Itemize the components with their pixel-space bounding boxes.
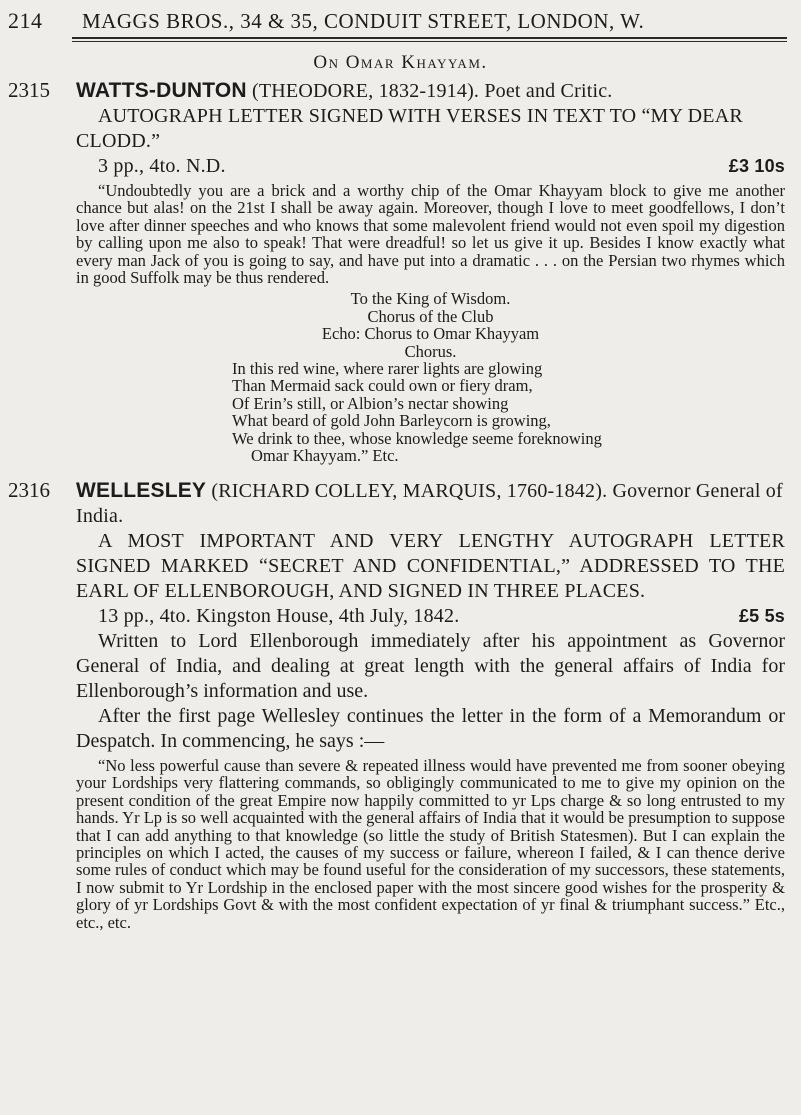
lot-number: 2315 bbox=[8, 78, 50, 102]
collation: 13 pp., 4to. Kingston House, 4th July, 1842. bbox=[98, 605, 460, 627]
author-details: (RICHARD COLLEY, MARQUIS, 1760-1842). Governor General of India. bbox=[76, 480, 783, 527]
poem-line: Chorus. bbox=[404, 341, 457, 361]
poem-line: Echo: Chorus to Omar Khayyam bbox=[321, 324, 540, 344]
description-paragraph: Written to Lord Ellenborough immediately after his appointment as Governor General of India, and dealing at great length with the general affairs of India for Ellenborough’s information and use. bbox=[76, 630, 785, 702]
poem-verse: Of Erin’s still, or Albion’s nectar showing bbox=[232, 393, 509, 413]
description-paragraph: After the first page Wellesley continues the letter in the form of a Memorandum or Despatch. In commencing, he says :— bbox=[76, 705, 785, 752]
price: £3 10s bbox=[728, 156, 785, 176]
entry-heading bbox=[76, 78, 785, 104]
entry-heading bbox=[76, 478, 785, 529]
poem-title: To the King of Wisdom. bbox=[350, 289, 511, 309]
poem-verse: What beard of gold John Barleycorn is growing, bbox=[232, 411, 551, 431]
section-title: On Omar Khayyam. bbox=[313, 52, 488, 73]
catalogue-entry bbox=[0, 478, 801, 931]
catalogue-entry bbox=[0, 78, 801, 465]
poem-verse: Omar Khayyam.” Etc. bbox=[251, 446, 399, 466]
letter-quote: “Undoubtedly you are a brick and a worthy chip of the Omar Khayyam block to give me another chance but alas! on the 21st I shall be away again. Moreover, though I love to meet goodfellows, I don’t love after dinner speeches and who knows that some malevolent friend would not even spoil my digestion by calling upon me also to speak! That were dreadful! so let us give it up. Besides I know exactly what every man Jack of you is going to say, and have put into a dramatic . . . on the Persian two rhymes which in good Suffolk may be thus rendered. bbox=[76, 181, 785, 288]
author-name: WATTS-DUNTON bbox=[76, 79, 247, 102]
running-head bbox=[8, 8, 789, 34]
author-name: WELLESLEY bbox=[76, 479, 207, 502]
collation-line bbox=[76, 154, 785, 179]
poem-verse: Than Mermaid sack could own or fiery dram, bbox=[232, 376, 533, 396]
letter-quote: “No less powerful cause than severe & repeated illness would have prevented me from sooner obeying your Lordships very flattering commands, so obligingly communicated to me to give my opinion on the present condition of the great Empire now happily committed to yr Lps charge & so long entrusted to my hands. Yr Lp is so well acquainted with the general affairs of India that it would be presumption to suppose that I can add anything to that knowledge (so little the study of British Statesmen). But I can explain the principles on which I acted, the causes of my success or failure, whereon I failed, & I can thence derive some rules of conduct which may be found useful for the consideration of my successors, these statements, I now submit to Yr Lordship in the enclosed paper with the most sincere good wishes for the prosperity & glory of yr Lordships Govt & with the most confident expectation of yr final & triumphant success.” Etc., etc., etc. bbox=[76, 756, 785, 932]
poem-verse: We drink to thee, whose knowledge seeme foreknowing bbox=[232, 428, 602, 448]
header-rule bbox=[72, 37, 787, 39]
header-rule-thin bbox=[72, 41, 787, 42]
collation-line bbox=[76, 604, 785, 629]
lot-number: 2316 bbox=[8, 478, 50, 502]
poem bbox=[76, 290, 785, 464]
publisher-address: MAGGS BROS., 34 & 35, CONDUIT STREET, LONDON, W. bbox=[82, 9, 645, 33]
poem-verse: In this red wine, where rarer lights are glowing bbox=[232, 359, 543, 379]
page-number: 214 bbox=[8, 8, 43, 33]
author-details: (THEODORE, 1832-1914). Poet and Critic. bbox=[246, 80, 613, 102]
price: £5 5s bbox=[738, 606, 785, 626]
item-description: AUTOGRAPH LETTER SIGNED WITH VERSES IN TEXT TO “MY DEAR CLODD.” bbox=[76, 105, 743, 152]
item-description: A MOST IMPORTANT AND VERY LENGTHY AUTOGRAPH LETTER SIGNED MARKED “SECRET AND CONFIDENTIAL,” ADDRESSED TO THE EARL OF ELLENBOROUGH, AND SIGNED IN THREE PLACES. bbox=[76, 530, 785, 602]
collation: 3 pp., 4to. N.D. bbox=[98, 155, 226, 177]
poem-line: Chorus of the Club bbox=[367, 306, 494, 326]
